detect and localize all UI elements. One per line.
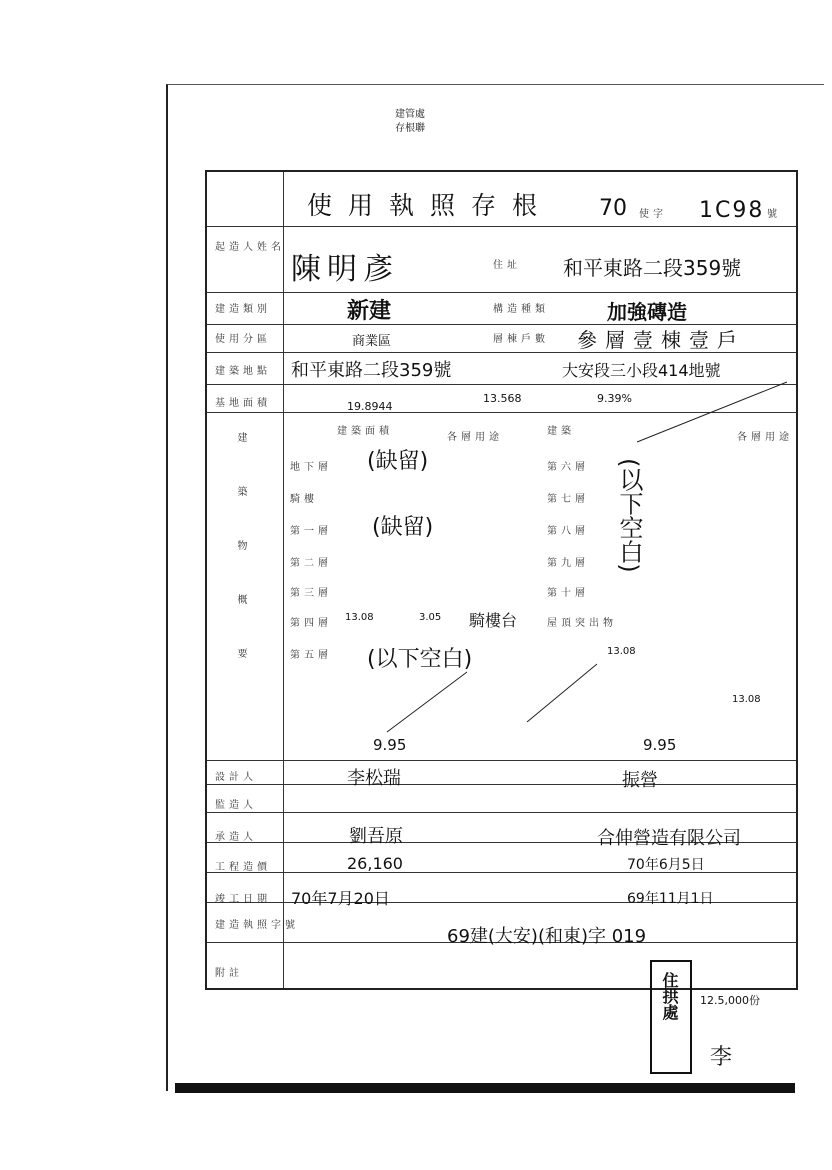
floor-left-2: 第一層 <box>290 526 332 537</box>
designer-name: 李松瑞 <box>347 768 401 789</box>
floor-left-0: 地下層 <box>290 462 332 473</box>
floor-right-3: 第九層 <box>547 558 589 569</box>
floor-right-0: 第六層 <box>547 462 589 473</box>
roof-area: 13.08 <box>345 612 374 623</box>
district-value: 大安段三小段414地號 <box>562 361 721 380</box>
roof-use: 騎樓台 <box>469 611 518 630</box>
floor-left-3: 第二層 <box>290 558 332 569</box>
form-suffix: 號 <box>767 209 781 220</box>
diagonal-strikes <box>207 172 800 992</box>
label-cost: 工程造價 <box>215 862 271 873</box>
label-completion: 竣工日期 <box>215 894 271 905</box>
floor-left-6: 第五層 <box>290 650 332 661</box>
floor-right-2: 第八層 <box>547 526 589 537</box>
form-prefix: 使字 <box>639 209 667 220</box>
label-designer: 設計人 <box>215 772 257 783</box>
label-remarks: 附註 <box>215 968 243 979</box>
applicant-name: 陳明彥 <box>291 252 399 287</box>
bottom-signature: 李 <box>710 1045 733 1070</box>
completion-date: 70年7月20日 <box>291 889 390 908</box>
header-stamp-line2: 存根聯 <box>395 123 425 134</box>
permit-form <box>205 170 798 990</box>
label-location: 建築地點 <box>215 366 271 377</box>
label-site-area: 基地面積 <box>215 398 271 409</box>
address-value: 和平東路二段359號 <box>563 256 742 280</box>
floor-right-5: 屋頂突出物 <box>547 618 617 629</box>
label-permit-no: 建造執照字號 <box>215 920 299 931</box>
other-area-value: 13.568 <box>483 392 522 405</box>
contractor-firm: 合伸營造有限公司 <box>597 828 741 849</box>
cost-value: 26,160 <box>347 854 403 873</box>
label-applicant: 起造人姓名 <box>215 242 285 253</box>
label-supervisor: 監造人 <box>215 800 257 811</box>
floor-stamp-2: (缺留) <box>372 515 434 540</box>
floor-right-4: 第十層 <box>547 588 589 599</box>
label-usage-right: 各層用途 <box>737 432 793 443</box>
roof-height: 3.05 <box>419 612 442 623</box>
date-70: 70年6月5日 <box>627 857 705 873</box>
total-value: 13.08 <box>607 646 636 657</box>
label-contractor: 承造人 <box>215 832 257 843</box>
floor-stamp-1: (缺留) <box>367 449 429 474</box>
form-number: 1C98 <box>699 198 765 223</box>
label-address: 住址 <box>493 260 521 271</box>
location-value: 和平東路二段359號 <box>291 360 452 381</box>
site-area-value: 19.8944 <box>347 400 393 413</box>
permit-text: 69建(大安)(和東)字 019 <box>447 926 647 947</box>
start-date: 69年11月1日 <box>627 891 714 907</box>
header-stamp-line1: 建管處 <box>395 109 425 120</box>
floor-stamp-4: (以下空白) <box>367 647 473 672</box>
height-value: 9.95 <box>373 736 407 754</box>
floor-left-4: 第三層 <box>290 588 332 599</box>
label-floors-header: 建築面積 <box>337 426 393 437</box>
zone-value: 商業區 <box>352 334 392 349</box>
floor-total-value: 13.08 <box>732 694 761 705</box>
category-stamp: 新建 <box>347 299 392 324</box>
floor-right-1: 第七層 <box>547 494 589 505</box>
building-height-value: 9.95 <box>643 736 677 754</box>
footnote: 12.5,000份 <box>700 994 760 1007</box>
label-side: 建築 <box>547 426 575 437</box>
contractor-name: 劉吾原 <box>349 826 403 847</box>
label-category: 建造類別 <box>215 304 271 315</box>
header-stamp <box>395 108 615 153</box>
label-zone: 使用分區 <box>215 334 271 345</box>
units-value: 參層壹棟壹戶 <box>577 328 745 352</box>
floor-left-1: 騎樓 <box>290 494 318 505</box>
label-usage: 各層用途 <box>447 432 503 443</box>
bottom-stamp <box>650 960 692 1074</box>
label-units: 層棟戶數 <box>493 334 549 345</box>
label-structure: 構造種類 <box>493 304 549 315</box>
designer-firm: 振營 <box>622 770 658 791</box>
label-vertical: 建築物概要 <box>235 432 246 702</box>
form-year: 70 <box>599 196 627 221</box>
structure-stamp: 加強磚造 <box>607 300 687 324</box>
floor-stamp-3: (以下空白) <box>615 458 643 573</box>
coverage-value: 9.39% <box>597 392 632 405</box>
bottom-bar <box>175 1083 795 1093</box>
bottom-stamp-name: 住拱處 <box>660 972 679 1020</box>
form-title: 使用執照存根 <box>307 191 554 220</box>
floor-left-5: 第四層 <box>290 618 332 629</box>
